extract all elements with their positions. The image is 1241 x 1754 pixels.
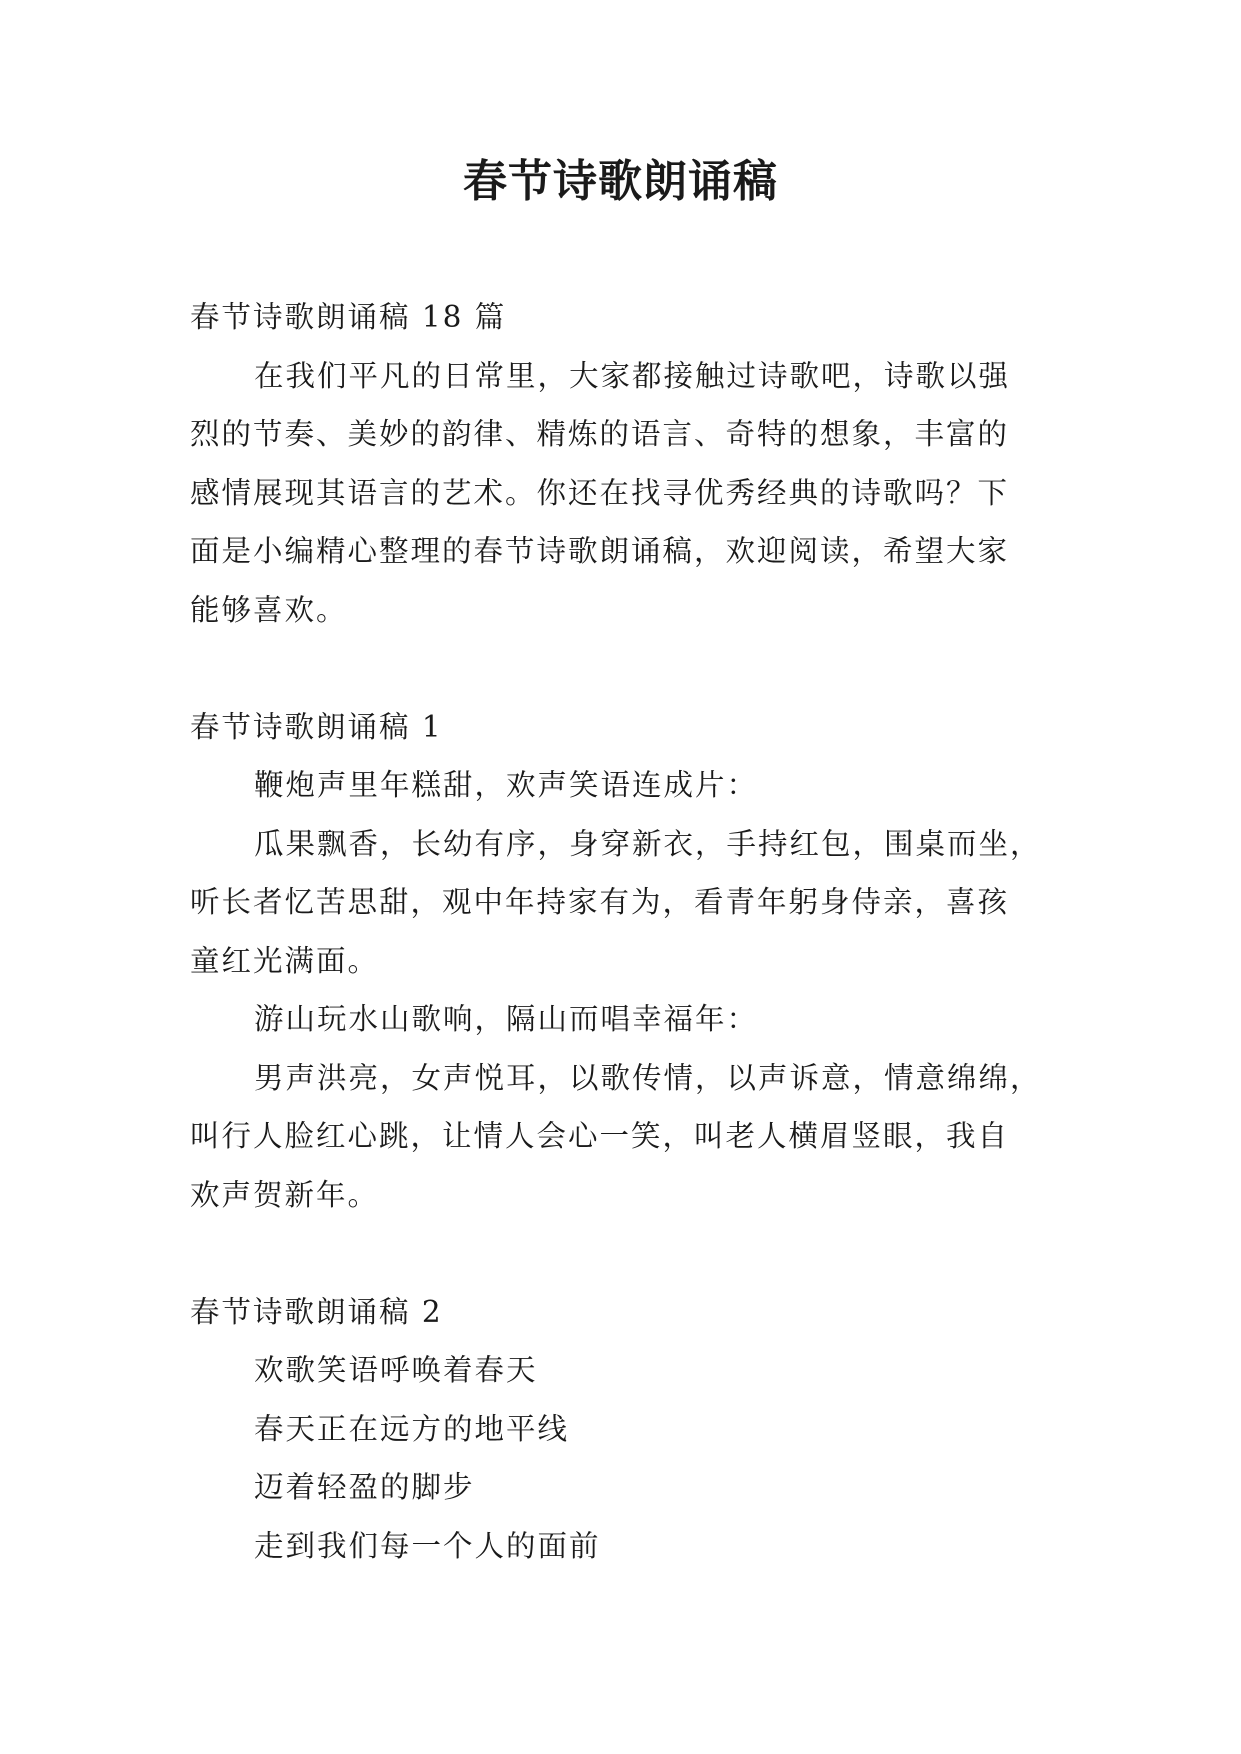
poem-line: 走到我们每一个人的面前 (254, 1528, 601, 1563)
intro-paragraph (190, 347, 1050, 640)
document-title: 春节诗歌朗诵稿 (463, 156, 778, 207)
poem-line: 男声洪亮，女声悦耳，以歌传情，以声诉意，情意绵绵， (254, 1060, 1042, 1095)
poem-line: 游山玩水山歌响，隔山而唱幸福年： (254, 1002, 759, 1036)
document-subtitle: 春节诗歌朗诵稿 18 篇 (190, 300, 507, 334)
poem-line: 瓜果飘香，长幼有序，身穿新衣，手持红包，围桌而坐， (254, 826, 1042, 861)
section-heading: 春节诗歌朗诵稿 1 (190, 709, 443, 744)
paragraph-gap (190, 1224, 1050, 1283)
paragraph-gap (190, 639, 1050, 698)
poem-line: 欢声贺新年。 (190, 1177, 380, 1212)
poem-line: 迈着轻盈的脚步 (254, 1470, 475, 1504)
intro-line: 面是小编精心整理的春节诗歌朗诵稿，欢迎阅读，希望大家 (190, 534, 1010, 568)
poem-line: 欢歌笑语呼唤着春天 (254, 1353, 538, 1387)
poem-line: 鞭炮声里年糕甜，欢声笑语连成片： (254, 768, 759, 802)
poem-line: 听长者忆苦思甜，观中年持家有为，看青年躬身侍亲，喜孩 (190, 885, 1010, 919)
poem-line: 春天正在远方的地平线 (254, 1411, 570, 1446)
poem-line: 叫行人脸红心跳，让情人会心一笑，叫老人横眉竖眼，我自 (190, 1119, 1010, 1153)
poem-line: 童红光满面。 (190, 943, 380, 978)
poem-section-2 (190, 1283, 1050, 1576)
intro-line: 感情展现其语言的艺术。你还在找寻优秀经典的诗歌吗？下 (190, 475, 1010, 510)
poem-section-1 (190, 698, 1050, 1225)
document-body (190, 288, 1050, 1575)
intro-line: 能够喜欢。 (190, 592, 348, 627)
intro-line: 在我们平凡的日常里，大家都接触过诗歌吧，诗歌以强 (254, 358, 1011, 393)
intro-line: 烈的节奏、美妙的韵律、精炼的语言、奇特的想象，丰富的 (190, 417, 1010, 451)
section-heading: 春节诗歌朗诵稿 2 (190, 1294, 443, 1329)
